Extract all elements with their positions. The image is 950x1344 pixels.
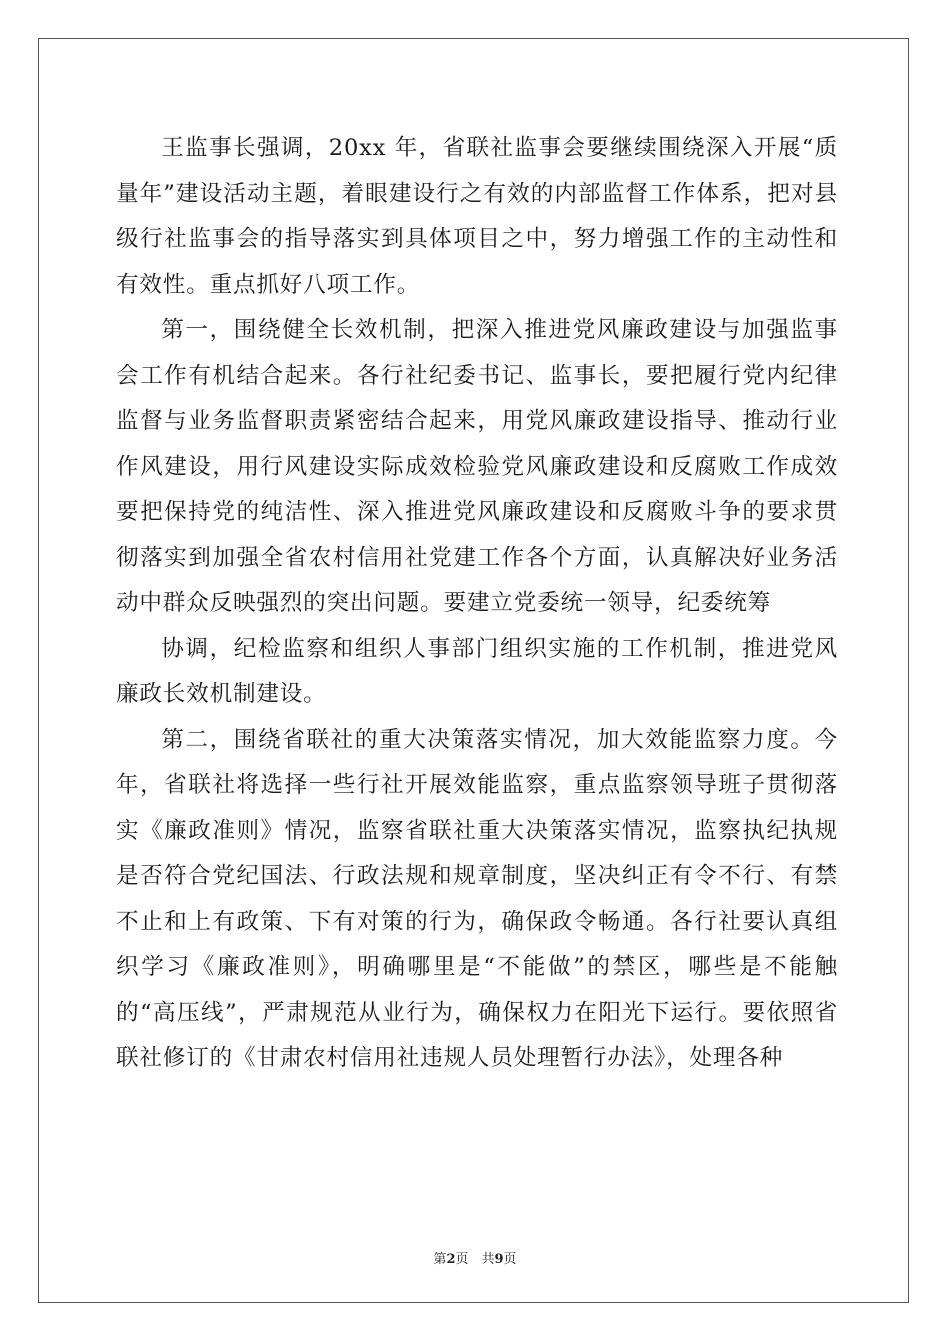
page-footer [0, 1248, 950, 1267]
paragraph-3: 协调，纪检监察和组织人事部门组织实施的工作机制，推进党风廉政长效机制建设。 [116, 635, 838, 707]
document-body [116, 126, 838, 1082]
footer-page-number: 2 [446, 1252, 456, 1267]
footer-total-pages: 9 [494, 1252, 504, 1267]
footer-page-mid: 页 共 [455, 1252, 495, 1267]
footer-page-suffix: 页 [503, 1252, 517, 1267]
footer-page-prefix: 第 [433, 1252, 447, 1267]
paragraph-1: 王监事长强调，20xx 年，省联社监事会要继续围绕深入开展“质量年”建设活动主题，着眼建设行之有效的内部监督工作体系，把对县级行社监事会的指导落实到具体项目之中，努力增强工作的主动性和有效性。重点抓好八项工作。 [116, 135, 838, 298]
paragraph-4: 第二，围绕省联社的重大决策落实情况，加大效能监察力度。今年，省联社将选择一些行社开展效能监察，重点监察领导班子贯彻落实《廉政准则》情况，监察省联社重大决策落实情况，监察执纪执规是否符合党纪国法、行政法规和规章制度，坚决纠正有令不行、有禁不止和上有政策、下有对策的行为，确保政令畅通。各行社要认真组织学习《廉政准则》，明确哪里是“不能做”的禁区，哪些是不能触的“高压线”，严肃规范从业行为，确保权力在阳光下运行。要依照省联社修订的《甘肃农村信用社违规人员处理暂行办法》，处理各种 [116, 726, 838, 1071]
paragraph-2: 第一，围绕健全长效机制，把深入推进党风廉政建设与加强监事会工作有机结合起来。各行社纪委书记、监事长，要把履行党内纪律监督与业务监督职责紧密结合起来，用党风廉政建设指导、推动行业作风建设，用行风建设实际成效检验党风廉政建设和反腐败工作成效要把保持党的纯洁性、深入推进党风廉政建设和反腐败斗争的要求贯彻落实到加强全省农村信用社党建工作各个方面，认真解决好业务活动中群众反映强烈的突出问题。要建立党委统一领导，纪委统筹 [116, 317, 838, 616]
